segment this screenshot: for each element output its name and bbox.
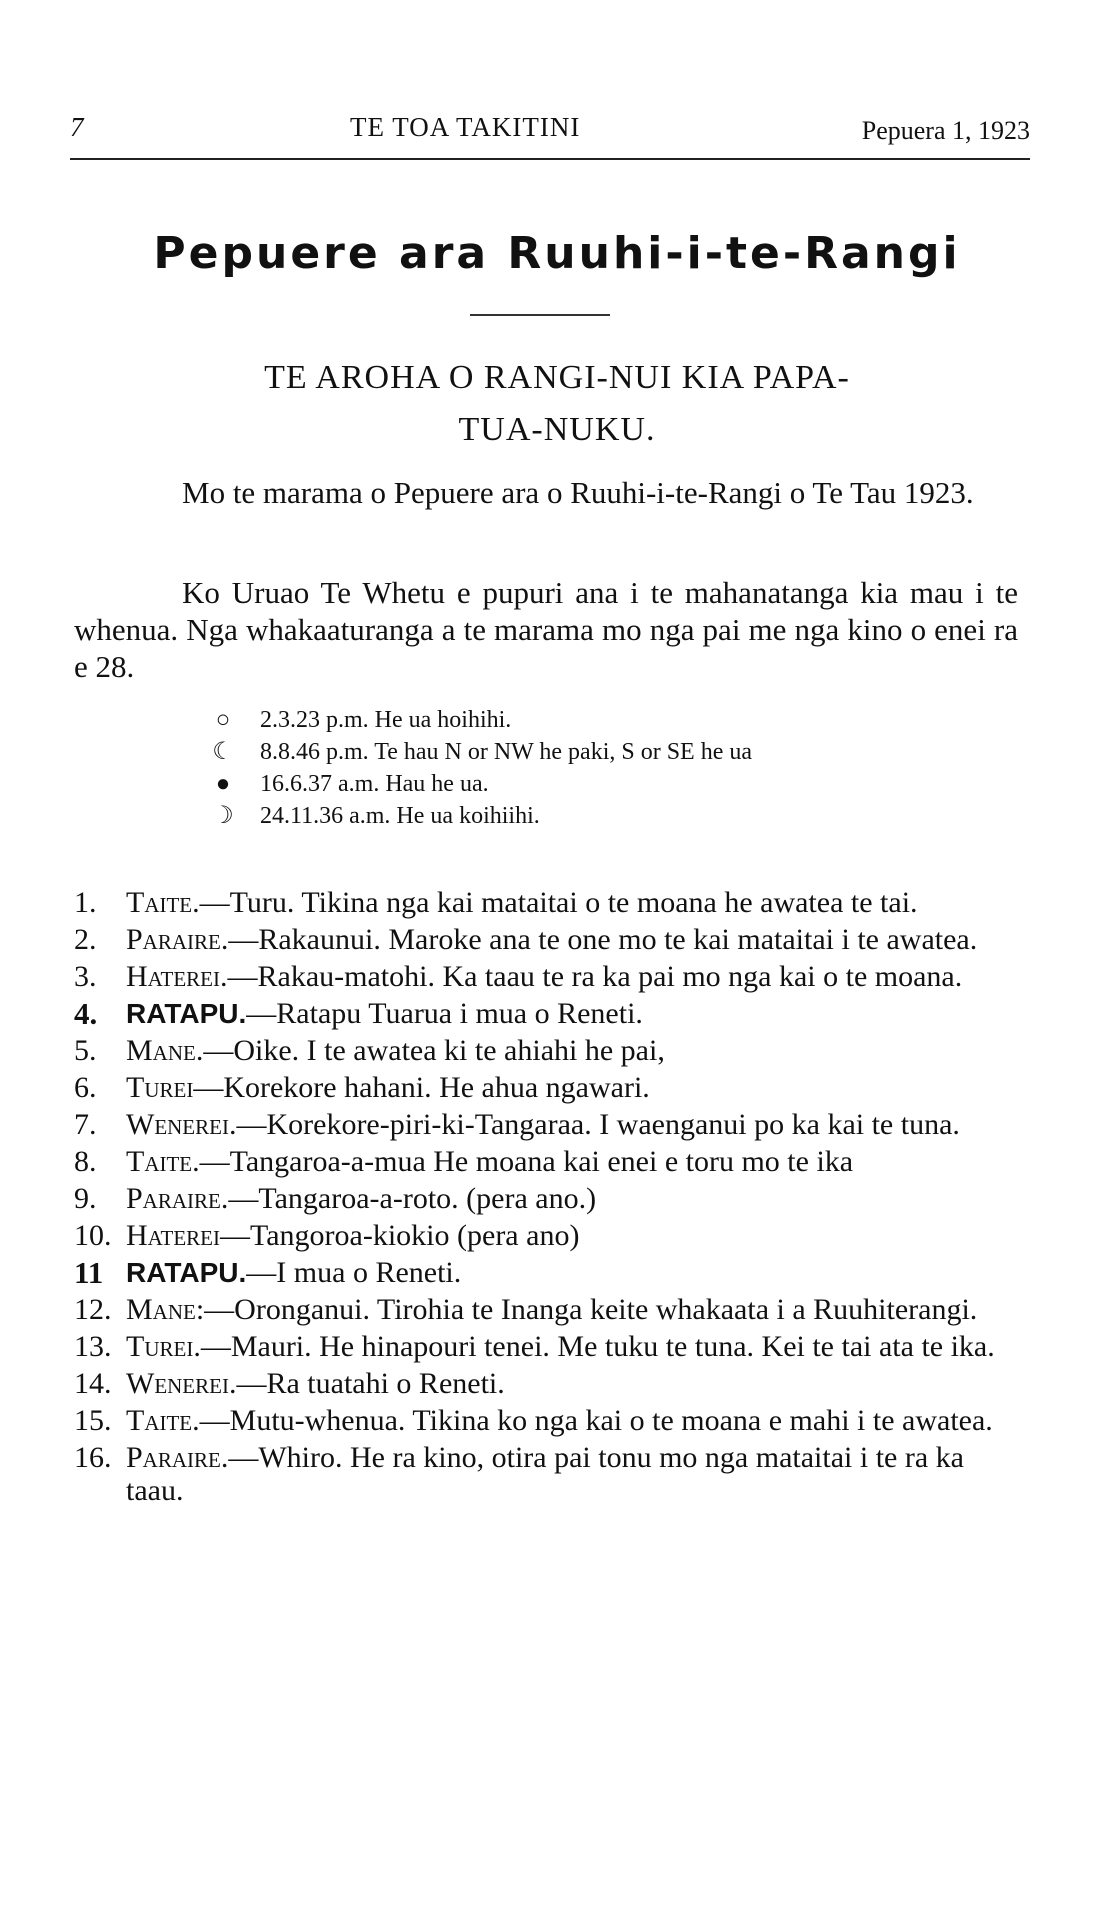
day-entry xyxy=(74,1145,1018,1178)
day-description: —Rakau-matohi. Ka taau te ra ka pai mo nga kai o te moana. xyxy=(227,960,963,993)
day-description: —Ratapu Tuarua i mua o Reneti. xyxy=(246,997,643,1030)
new-moon-icon: ● xyxy=(215,771,231,797)
day-number: 15. xyxy=(74,1404,112,1437)
day-entry xyxy=(74,1182,1018,1215)
day-entry xyxy=(74,1034,1018,1067)
day-number: 5. xyxy=(74,1034,97,1067)
weekday-name: Mane: xyxy=(126,1293,205,1326)
day-entry xyxy=(74,1404,1018,1437)
weekday-name: Paraire. xyxy=(126,923,229,956)
first-quarter-icon: ☽ xyxy=(212,803,234,829)
day-number: 16. xyxy=(74,1441,112,1474)
day-entry xyxy=(74,1219,1018,1252)
full-moon-icon: ○ xyxy=(215,707,231,733)
weekday-name: RATAPU. xyxy=(126,1257,247,1288)
day-description: —Whiro. He ra kino, otira pai tonu mo nga mataitai i te ra ka taau. xyxy=(126,1441,964,1507)
day-number: 1. xyxy=(74,886,97,919)
moon-phase-row xyxy=(208,768,1008,800)
day-number: 3. xyxy=(74,960,97,993)
day-description: —Korekore-piri-ki-Tangaraa. I waenganui po ka kai te tuna. xyxy=(236,1108,960,1141)
last-quarter-icon: ☾ xyxy=(212,739,234,765)
weekday-name: RATAPU. xyxy=(126,998,247,1029)
day-entry xyxy=(74,1330,1018,1363)
weekday-name: Paraire. xyxy=(126,1182,229,1215)
day-description: —Oronganui. Tirohia te Inanga keite whakaata i a Ruuhiterangi. xyxy=(204,1293,978,1326)
weekday-name: Wenerei. xyxy=(126,1108,237,1141)
title-divider xyxy=(470,314,610,316)
subtitle-line-1: TE AROHA O RANGI-NUI KIA PAPA- xyxy=(264,359,850,396)
issue-date: Pepuera 1, 1923 xyxy=(861,116,1030,145)
subtitle xyxy=(100,352,1014,456)
intro-paragraph-2: Ko Uruao Te Whetu e pupuri ana i te mahanatanga kia mau i te whenua. Nga whakaaturanga a te marama mo nga pai me nga kino o enei ra e 28. xyxy=(74,575,1018,684)
day-description: —I mua o Reneti. xyxy=(246,1256,462,1289)
day-number: 14. xyxy=(74,1367,112,1400)
page-header xyxy=(70,112,1030,162)
day-number: 10. xyxy=(74,1219,112,1252)
weekday-name: Turei xyxy=(126,1071,194,1104)
day-description: —Turu. Tikina nga kai mataitai o te moana he awatea te tai. xyxy=(199,886,918,919)
day-description: —Tangaroa-a-roto. (pera ano.) xyxy=(228,1182,597,1215)
day-number: 9. xyxy=(74,1182,97,1215)
day-number: 12. xyxy=(74,1293,112,1326)
day-number: 6. xyxy=(74,1071,97,1104)
weekday-name: Haterei xyxy=(126,1219,220,1252)
day-number: 7. xyxy=(74,1108,97,1141)
publication-title: TE TOA TAKITINI xyxy=(350,112,581,142)
day-entry xyxy=(74,1367,1018,1400)
day-entry xyxy=(74,1256,1018,1289)
day-description: —Korekore hahani. He ahua ngawari. xyxy=(193,1071,650,1104)
subtitle-line-2: TUA-NUKU. xyxy=(458,411,656,448)
weekday-name: Turei. xyxy=(126,1330,201,1363)
weekday-name: Wenerei. xyxy=(126,1367,237,1400)
moon-phase-row xyxy=(208,704,1008,736)
day-number: 13. xyxy=(74,1330,112,1363)
weekday-name: Taite. xyxy=(126,1404,200,1437)
article-title: Pepuere ara Ruuhi-i-te-Rangi xyxy=(153,228,961,279)
day-entry xyxy=(74,1293,1018,1326)
weekday-name: Mane. xyxy=(126,1034,204,1067)
day-entry xyxy=(74,1441,1018,1507)
day-description: —Tangoroa-kiokio (pera ano) xyxy=(220,1219,580,1252)
weekday-name: Taite. xyxy=(126,1145,200,1178)
day-entry xyxy=(74,1108,1018,1141)
moon-phase-text: 8.8.46 p.m. Te hau N or NW he paki, S or SE he ua xyxy=(260,739,753,765)
day-number: 11 xyxy=(74,1255,104,1290)
moon-phase-text: 24.11.36 a.m. He ua koihiihi. xyxy=(260,803,540,829)
day-entry xyxy=(74,960,1018,993)
page-number: 7 xyxy=(70,112,84,142)
moon-phase-text: 16.6.37 a.m. Hau he ua. xyxy=(260,771,489,797)
day-number: 2. xyxy=(74,923,97,956)
day-description: —Ra tuatahi o Reneti. xyxy=(236,1367,505,1400)
day-number: 8. xyxy=(74,1145,97,1178)
day-description: —Mutu-whenua. Tikina ko nga kai o te moana e mahi i te awatea. xyxy=(199,1404,993,1437)
moon-phase-row xyxy=(208,800,1008,832)
weekday-name: Paraire. xyxy=(126,1441,229,1474)
day-description: —Tangaroa-a-mua He moana kai enei e toru mo te ika xyxy=(199,1145,854,1178)
moon-phase-row xyxy=(208,736,1008,768)
weekday-name: Haterei. xyxy=(126,960,228,993)
day-entry xyxy=(74,923,1018,956)
day-number: 4. xyxy=(74,996,98,1031)
day-description: —Mauri. He hinapouri tenei. Me tuku te tuna. Kei te tai ata te ika. xyxy=(200,1330,995,1363)
moon-phase-text: 2.3.23 p.m. He ua hoihihi. xyxy=(260,707,512,733)
day-entry xyxy=(74,997,1018,1030)
day-entry xyxy=(74,1071,1018,1104)
day-description: —Rakaunui. Maroke ana te one mo te kai mataitai i te awatea. xyxy=(228,923,978,956)
weekday-name: Taite. xyxy=(126,886,200,919)
moon-phases-list xyxy=(208,704,1008,832)
intro-paragraph-1: Mo te marama o Pepuere ara o Ruuhi-i-te-Rangi o Te Tau 1923. xyxy=(182,475,974,510)
day-entry xyxy=(74,886,1018,919)
day-description: —Oike. I te awatea ki te ahiahi he pai, xyxy=(203,1034,665,1067)
day-entries xyxy=(74,886,1018,1511)
header-rule xyxy=(70,158,1030,160)
